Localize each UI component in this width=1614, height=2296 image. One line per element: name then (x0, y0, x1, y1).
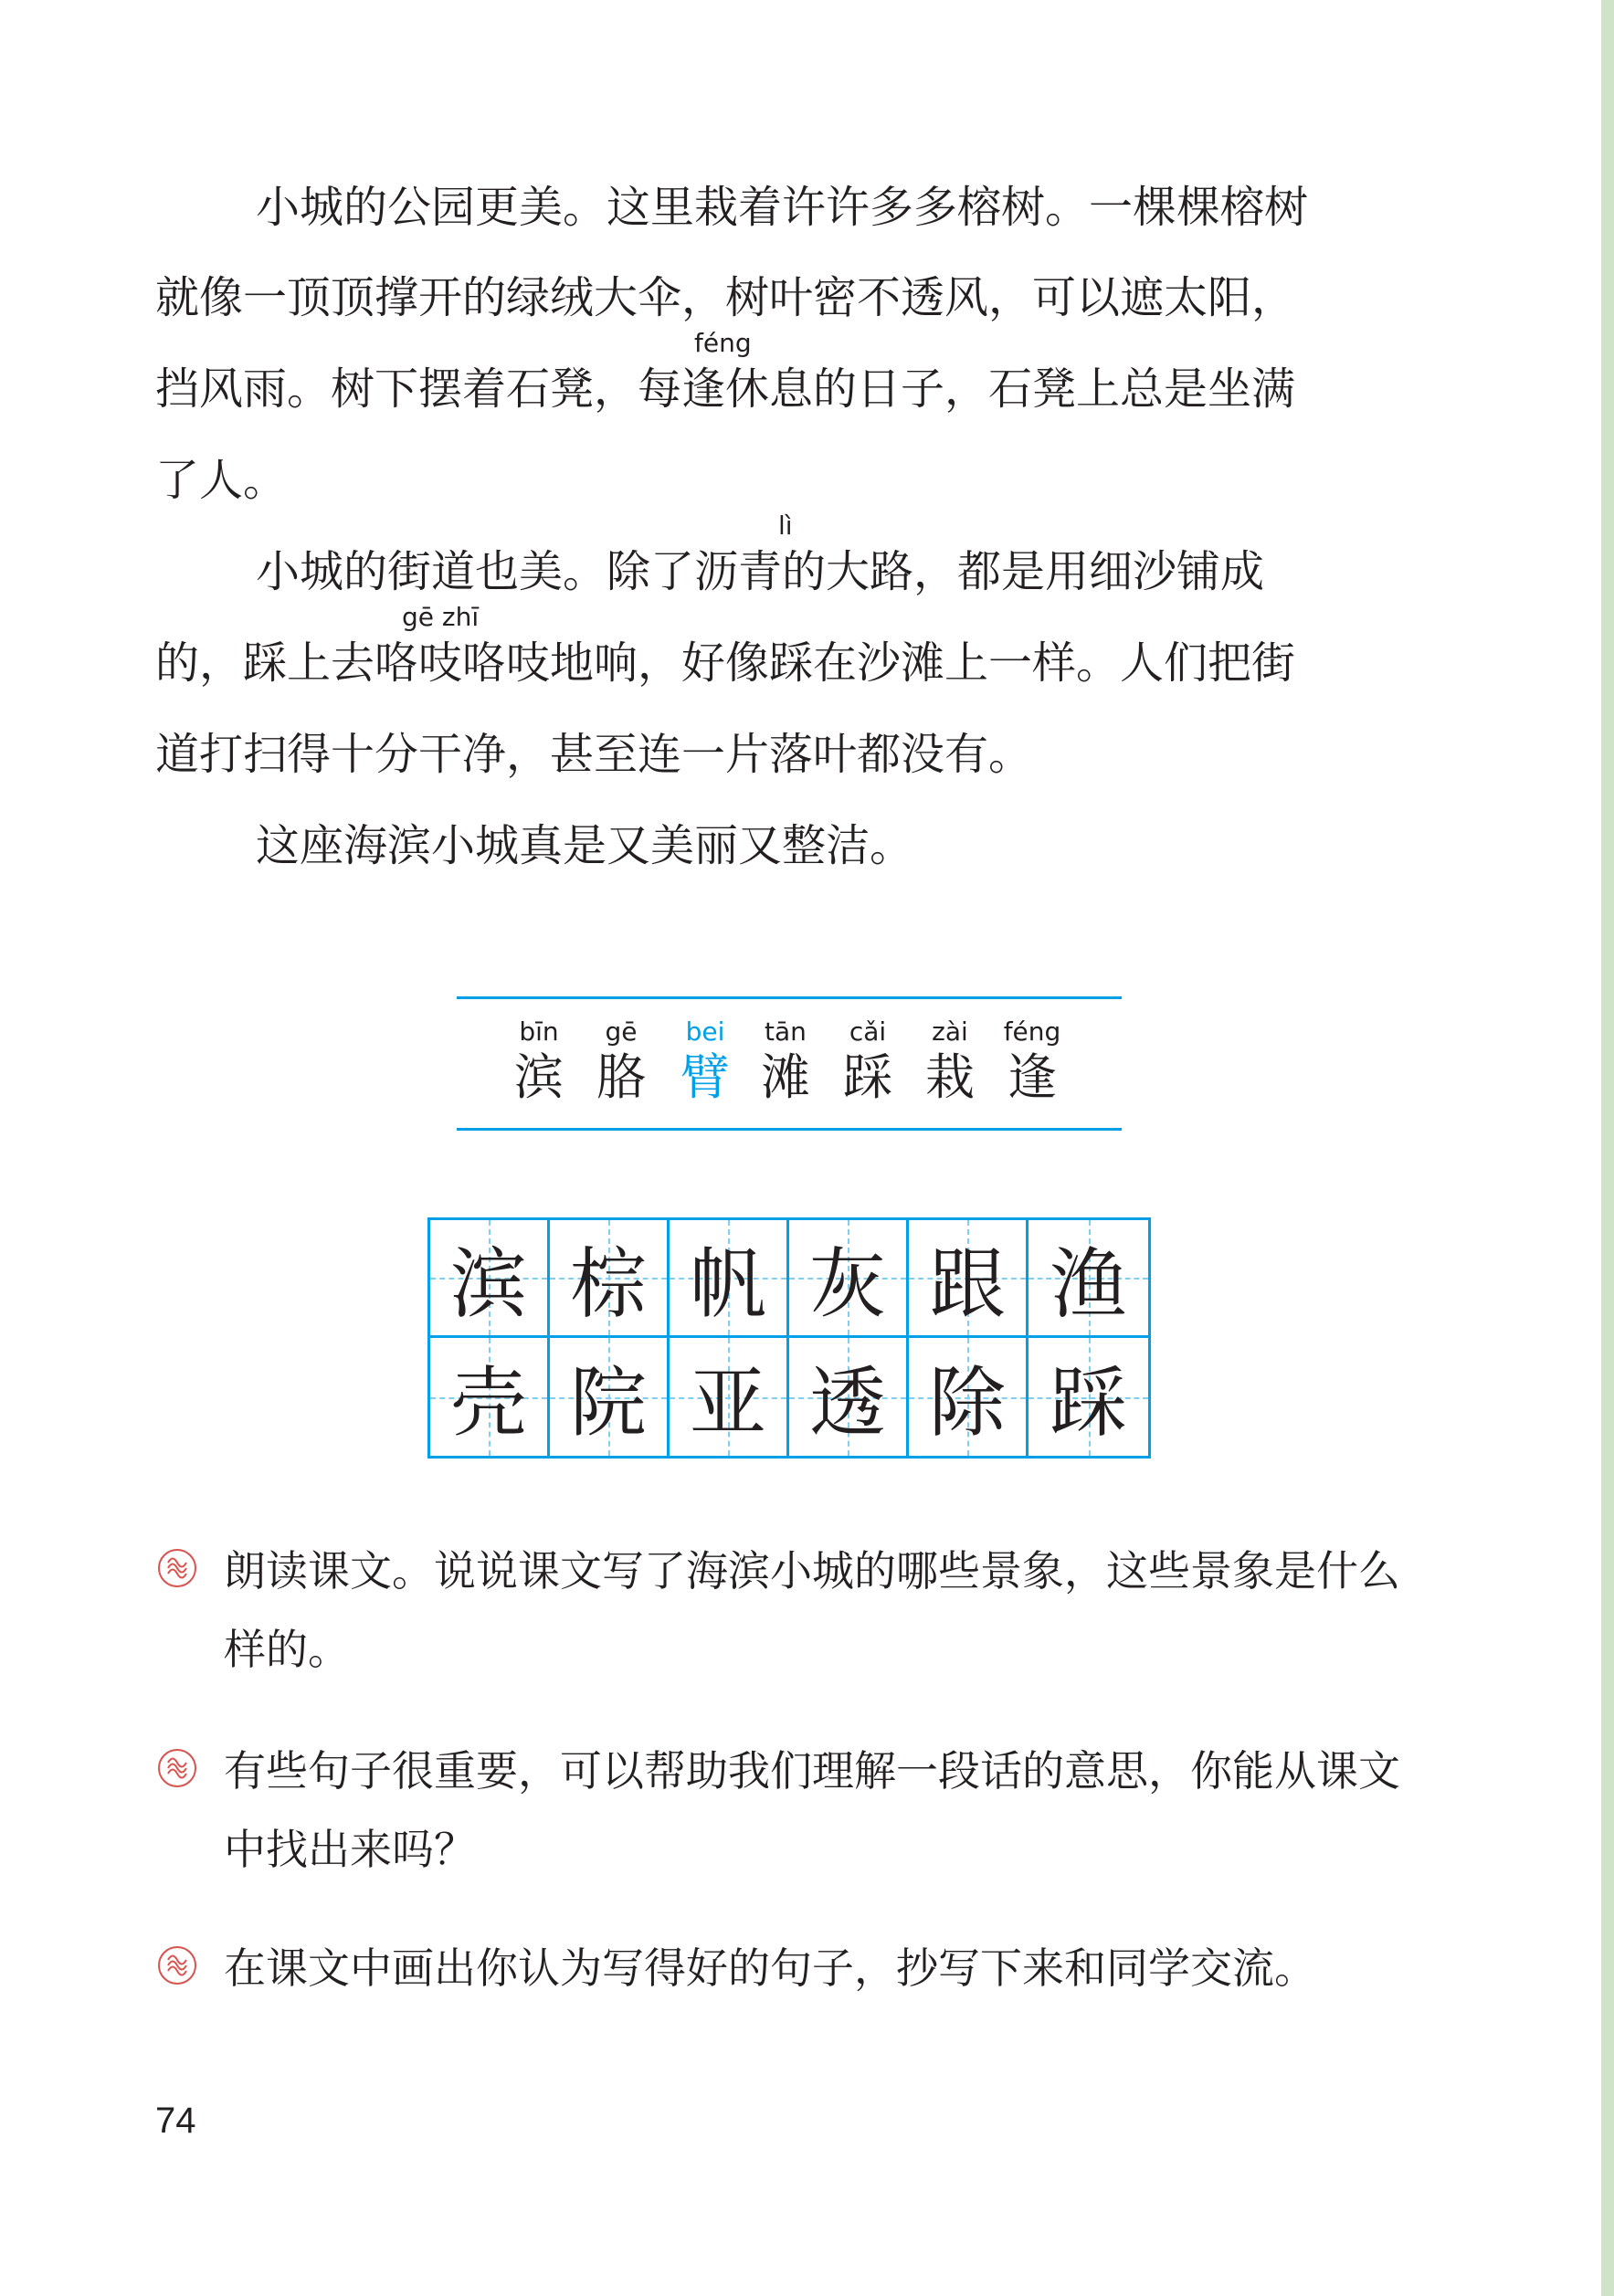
grid-cell: 院 (550, 1338, 670, 1456)
paragraph-2-line-1: 小城的街道也美。除了沥青的大路，都是用细沙铺成 (256, 546, 1265, 597)
paragraph-1-line-1: 小城的公园更美。这里栽着许许多多榕树。一棵棵榕树 (256, 182, 1309, 233)
vocab-word: zài 栽 (925, 1016, 975, 1106)
grid-cell: 壳 (430, 1338, 550, 1456)
paragraph-2-line-3: 道打扫得十分干净，甚至连一片落叶都没有。 (155, 729, 1033, 780)
question-2-line-1: 有些句子很重要，可以帮助我们理解一段话的意思，你能从课文 (224, 1746, 1400, 1796)
vocab-bottom-rule (457, 1128, 1122, 1131)
swirl-icon (157, 1548, 197, 1588)
question-1-line-2: 样的。 (224, 1625, 350, 1674)
vocab-word: féng 逢 (1003, 1016, 1061, 1106)
question-3-line-1: 在课文中画出你认为写得好的句子，抄写下来和同学交流。 (224, 1943, 1316, 1993)
writing-grid (427, 1217, 1151, 1459)
vocab-word: tān 滩 (761, 1016, 810, 1106)
grid-cell: 跟 (909, 1220, 1029, 1338)
swirl-icon (157, 1945, 197, 1985)
pinyin-li: lì (778, 511, 793, 541)
question-2-line-2: 中找出来吗？ (224, 1825, 476, 1874)
question-1-line-1: 朗读课文。说说课文写了海滨小城的哪些景象，这些景象是什么 (224, 1546, 1400, 1596)
paragraph-3-line-1: 这座海滨小城真是又美丽又整洁。 (256, 820, 914, 871)
pinyin-feng: féng (694, 328, 752, 358)
page-edge-strip (1601, 0, 1614, 2296)
paragraph-1-line-4: 了人。 (155, 455, 288, 506)
grid-cell: 灰 (789, 1220, 909, 1338)
grid-cell: 渔 (1029, 1220, 1148, 1338)
grid-cell: 踩 (1029, 1338, 1148, 1456)
pinyin-gezhi: gē zhī (402, 602, 480, 632)
paragraph-1-line-2: 就像一顶顶撑开的绿绒大伞，树叶密不透风，可以遮太阳， (155, 272, 1296, 323)
vocab-word: bīn 滨 (514, 1016, 564, 1106)
grid-cell: 帆 (670, 1220, 789, 1338)
vocab-word: cǎi 踩 (843, 1016, 892, 1106)
page-number: 74 (155, 2101, 196, 2141)
vocab-word: gē 胳 (596, 1016, 646, 1106)
grid-cell: 棕 (550, 1220, 670, 1338)
grid-cell: 透 (789, 1338, 909, 1456)
swirl-icon (157, 1748, 197, 1788)
grid-cell: 除 (909, 1338, 1029, 1456)
paragraph-1-line-3: 挡风雨。树下摆着石凳，每逢休息的日子，石凳上总是坐满 (155, 363, 1296, 415)
vocab-top-rule (457, 996, 1122, 999)
vocab-word-highlight: bei 臂 (680, 1016, 730, 1106)
paragraph-2-line-2: 的，踩上去咯吱咯吱地响，好像踩在沙滩上一样。人们把街 (155, 637, 1296, 689)
grid-cell: 亚 (670, 1338, 789, 1456)
grid-cell: 滨 (430, 1220, 550, 1338)
